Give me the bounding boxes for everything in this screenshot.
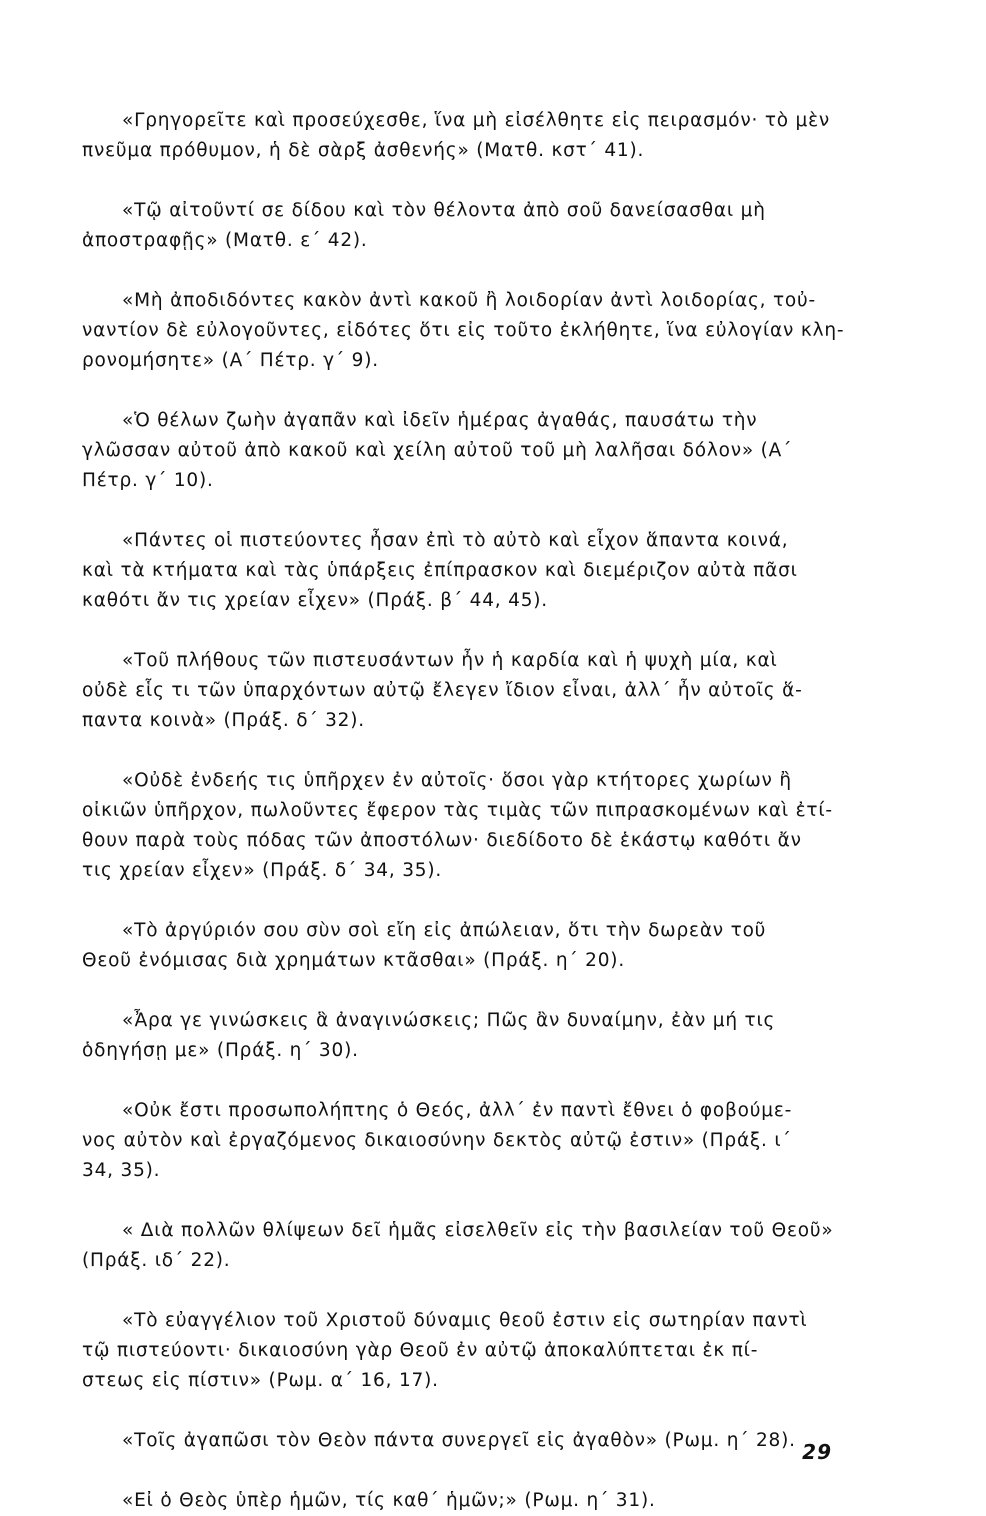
text-line: ὁδηγήσῃ με» (Πράξ. η΄ 30). [82, 1040, 359, 1061]
paragraph [82, 286, 845, 376]
paragraph [82, 1306, 838, 1396]
text-line: «Πάντες οἱ πιστεύοντες ἦσαν ἐπὶ τὸ αὐτὸ καὶ εἶχον ἅπαντα κοινά, [122, 530, 789, 551]
text-line: Θεοῦ ἐνόμισας διὰ χρημάτων κτᾶσθαι» (Πράξ. η΄ 20). [82, 950, 625, 971]
text-line: θουν παρὰ τοὺς πόδας τῶν ἀποστόλων· διεδίδοτο δὲ ἑκάστῳ καθότι ἄν [82, 830, 802, 851]
text-line: οἰκιῶν ὑπῆρχον, πωλοῦντες ἔφερον τὰς τιμὰς τῶν πιπρασκομένων καὶ ἐτί- [82, 800, 833, 821]
text-line: οὐδὲ εἷς τι τῶν ὑπαρχόντων αὐτῷ ἔλεγεν ἴδιον εἶναι, ἀλλ΄ ἦν αὐτοῖς ἅ- [82, 680, 803, 701]
text-line: ναντίον δὲ εὐλογοῦντες, εἰδότες ὅτι εἰς τοῦτο ἐκλήθητε, ἵνα εὐλογίαν κλη- [82, 320, 845, 341]
text-line: «Μὴ ἀποδιδόντες κακὸν ἀντὶ κακοῦ ἢ λοιδορίαν ἀντὶ λοιδορίας, τοὐ- [122, 290, 817, 311]
text-line: «Οὐδὲ ἐνδεής τις ὑπῆρχεν ἐν αὐτοῖς· ὅσοι γὰρ κτήτορες χωρίων ἢ [122, 770, 792, 791]
paragraph [82, 406, 838, 496]
text-line: παντα κοινὰ» (Πράξ. δ΄ 32). [82, 710, 365, 731]
text-line: «Ὁ θέλων ζωὴν ἀγαπᾶν καὶ ἰδεῖν ἡμέρας ἀγαθάς, παυσάτω τὴν [122, 410, 758, 431]
page-number: 29 [802, 1440, 832, 1464]
text-line: καθότι ἄν τις χρείαν εἶχεν» (Πράξ. β΄ 44, 45). [82, 590, 548, 611]
paragraph [82, 1006, 838, 1066]
paragraph [82, 1096, 838, 1186]
text-line: πνεῦμα πρόθυμον, ἡ δὲ σὰρξ ἀσθενής» (Ματθ. κστ΄ 41). [82, 140, 645, 161]
paragraph [82, 106, 838, 166]
text-line: τῷ πιστεύοντι· δικαιοσύνη γὰρ Θεοῦ ἐν αὐτῷ ἀποκαλύπτεται ἐκ πί- [82, 1340, 759, 1361]
text-line: Πέτρ. γ΄ 10). [82, 470, 214, 491]
text-line: «Ἆρα γε γινώσκεις ἃ ἀναγινώσκεις; Πῶς ἂν δυναίμην, ἐὰν μή τις [122, 1010, 776, 1031]
text-line: «Γρηγορεῖτε καὶ προσεύχεσθε, ἵνα μὴ εἰσέλθητε εἰς πειρασμόν· τὸ μὲν [122, 110, 831, 131]
paragraph [82, 916, 838, 976]
text-line: «Τοῦ πλήθους τῶν πιστευσάντων ἦν ἡ καρδία καὶ ἡ ψυχὴ μία, καὶ [122, 650, 778, 671]
text-line: ρονομήσητε» (Α΄ Πέτρ. γ΄ 9). [82, 350, 379, 371]
text-line: «Εἰ ὁ Θεὸς ὑπὲρ ἡμῶν, τίς καθ΄ ἡμῶν;» (Ρωμ. η΄ 31). [122, 1490, 656, 1511]
text-line: στεως εἰς πίστιν» (Ρωμ. α΄ 16, 17). [82, 1370, 439, 1391]
text-line: «Οὐκ ἔστι προσωπολήπτης ὁ Θεός, ἀλλ΄ ἐν παντὶ ἔθνει ὁ φοβούμε- [122, 1100, 793, 1121]
text-line: καὶ τὰ κτήματα καὶ τὰς ὑπάρξεις ἐπίπρασκον καὶ διεμέριζον αὐτὰ πᾶσι [82, 560, 798, 581]
text-line: «Τὸ ἀργύριόν σου σὺν σοὶ εἴη εἰς ἀπώλειαν, ὅτι τὴν δωρεὰν τοῦ [122, 920, 767, 941]
paragraph [82, 1216, 838, 1276]
paragraph [82, 526, 838, 616]
text-line: «Τῷ αἰτοῦντί σε δίδου καὶ τὸν θέλοντα ἀπὸ σοῦ δανείσασθαι μὴ [122, 200, 766, 221]
text-line: τις χρείαν εἶχεν» (Πράξ. δ΄ 34, 35). [82, 860, 443, 881]
text-line: ἀποστραφῇς» (Ματθ. ε΄ 42). [82, 230, 368, 251]
paragraph [82, 1486, 838, 1516]
text-line: 34, 35). [82, 1160, 161, 1181]
text-body [82, 106, 845, 1516]
paragraph [82, 646, 838, 736]
text-line: (Πράξ. ιδ΄ 22). [82, 1250, 231, 1271]
paragraph [82, 196, 838, 256]
text-line: «Τοῖς ἀγαπῶσι τὸν Θεὸν πάντα συνεργεῖ εἰς ἀγαθὸν» (Ρωμ. η΄ 28). [122, 1430, 796, 1451]
text-line: «Τὸ εὐαγγέλιον τοῦ Χριστοῦ δύναμις θεοῦ ἐστιν εἰς σωτηρίαν παντὶ [122, 1310, 808, 1331]
paragraph [82, 766, 838, 886]
text-line: « Διὰ πολλῶν θλίψεων δεῖ ἡμᾶς εἰσελθεῖν εἰς τὴν βασιλείαν τοῦ Θεοῦ» [122, 1220, 834, 1241]
text-line: γλῶσσαν αὐτοῦ ἀπὸ κακοῦ καὶ χείλη αὐτοῦ τοῦ μὴ λαλῆσαι δόλον» (Α΄ [82, 440, 793, 461]
text-line: νος αὐτὸν καὶ ἐργαζόμενος δικαιοσύνην δεκτὸς αὐτῷ ἐστιν» (Πράξ. ι΄ [82, 1130, 792, 1151]
paragraph [82, 1426, 838, 1456]
